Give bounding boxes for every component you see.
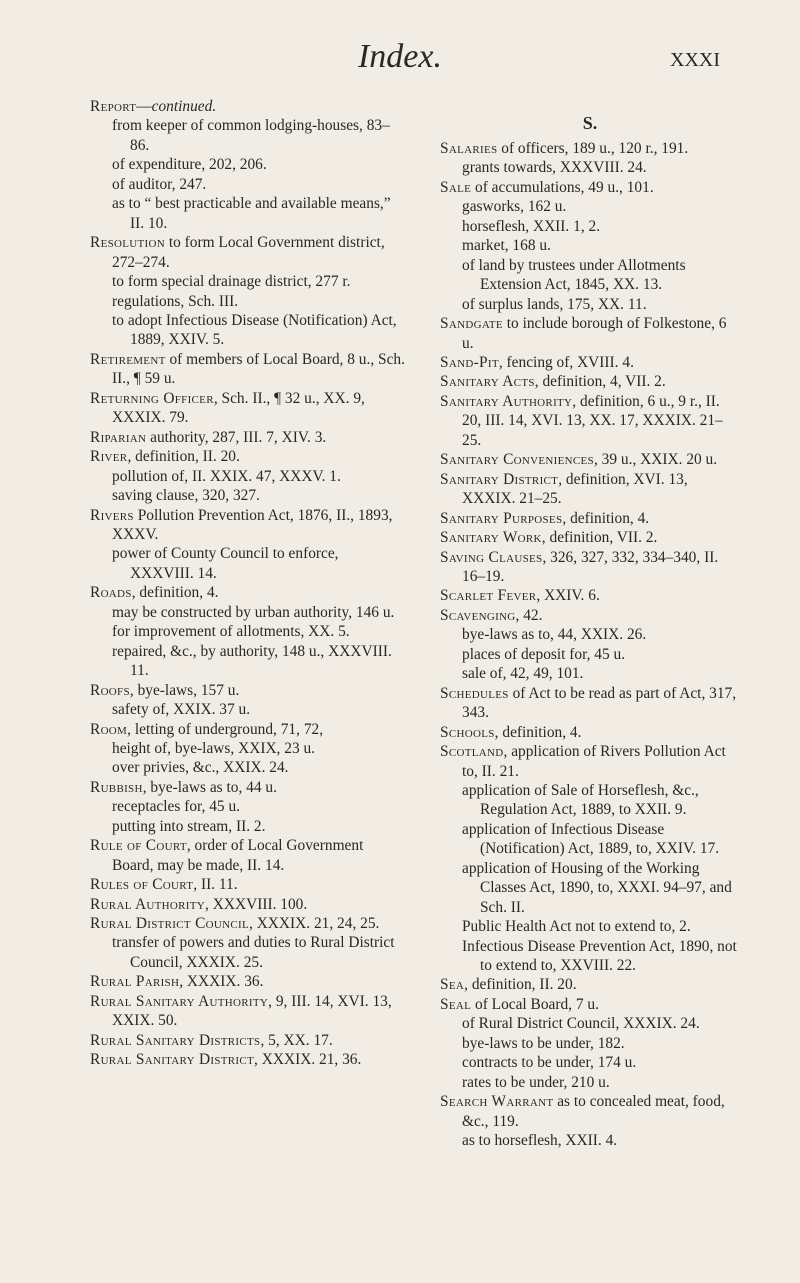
index-subentry: bye-laws as to, 44, XXIX. 26. <box>462 626 647 644</box>
entry-heading: Sanitary Acts <box>440 373 535 391</box>
entry-heading: Room <box>90 720 128 738</box>
index-entry <box>440 470 740 509</box>
index-subentry: gasworks, 162 u. <box>462 198 567 216</box>
index-subentry: of expenditure, 202, 206. <box>112 156 267 174</box>
index-subentry: market, 168 u. <box>462 237 551 255</box>
index-subentry: of Rural District Council, XXXIX. 24. <box>462 1015 700 1033</box>
index-entry <box>90 914 405 933</box>
entry-text: , II. 11. <box>193 876 238 894</box>
entry-text: , XXXIX. 21, 24, 25. <box>249 915 380 933</box>
index-entry <box>90 972 405 991</box>
entry-heading: Rules of Court <box>90 876 194 894</box>
index-entry <box>90 1031 405 1050</box>
index-entry <box>440 1092 740 1131</box>
entry-text: , fencing of, XVIII. 4. <box>498 353 634 371</box>
index-entry <box>440 528 740 547</box>
entry-text: , bye-laws as to, 44 u. <box>142 778 277 796</box>
index-entry <box>440 372 740 391</box>
entry-text: , bye-laws, 157 u. <box>129 681 240 699</box>
entry-text: to include borough of Folkestone, 6 u. <box>462 315 727 352</box>
index-entry <box>90 350 405 389</box>
index-entry <box>440 684 740 723</box>
entry-heading: Rule of Court <box>90 837 187 855</box>
index-entry <box>440 742 740 781</box>
index-subentry: contracts to be under, 174 u. <box>462 1054 637 1072</box>
entry-text: , 9, III. 14, XVI. 13, XXIX. 50. <box>112 992 392 1030</box>
index-subentry: sale of, 42, 49, 101. <box>462 665 584 683</box>
index-subentry: as to “ best practicable and available means,” II. 10. <box>112 195 391 232</box>
entry-heading: Rural Sanitary Authority <box>90 992 269 1010</box>
entry-text: , definition, 4, VII. 2. <box>534 373 666 391</box>
entry-text: , definition, 4. <box>131 584 219 602</box>
entry-heading: Sanitary District <box>440 470 559 488</box>
index-entry <box>90 778 405 797</box>
index-subentry: places of deposit for, 45 u. <box>462 645 626 663</box>
entry-text: , definition, VII. 2. <box>541 529 658 547</box>
entry-heading: Sanitary Purposes <box>440 509 563 527</box>
index-entry <box>440 548 740 587</box>
entry-text: as to concealed meat, food, &c., 119. <box>462 1093 725 1130</box>
index-subentry: repaired, &c., by authority, 148 u., XXXVIII. 11. <box>112 642 392 680</box>
right-entries <box>440 139 740 1151</box>
entry-text: , definition, II. 20. <box>464 976 577 994</box>
index-entry <box>440 139 740 158</box>
entry-text: , order of Local Government Board, may be made, II. 14. <box>112 837 364 874</box>
index-entry <box>90 97 405 116</box>
section-letter: S. <box>582 113 598 133</box>
running-title: Index. <box>357 38 442 75</box>
entry-heading: Rural District Council <box>90 915 249 933</box>
index-entry <box>440 353 740 372</box>
entry-heading: Sale <box>440 178 472 196</box>
index-entry <box>440 586 740 605</box>
entry-heading: Scotland <box>440 743 504 761</box>
entry-text: , XXXIX. 21, 36. <box>254 1051 362 1069</box>
index-subentry: application of Housing of the Working Classes Act, 1890, to, XXXI. 94–97, and Sch. II. <box>462 859 732 916</box>
index-subentry: over privies, &c., XXIX. 24. <box>112 759 289 777</box>
index-subentry: rates to be under, 210 u. <box>462 1073 610 1091</box>
index-entry <box>90 992 405 1031</box>
index-subentry: of land by trustees under Allotments Extension Act, 1845, XX. 13. <box>462 256 686 294</box>
index-subentry: grants towards, XXXVIII. 24. <box>462 159 647 177</box>
entry-text: , 39 u., XXIX. 20 u. <box>593 451 718 469</box>
entry-text: , XXIV. 6. <box>536 587 600 605</box>
index-subentry: to adopt Infectious Disease (Notification) Act, 1889, XXIV. 5. <box>112 311 397 349</box>
entry-text: of Act to be read as part of Act, 317, 343. <box>462 684 737 722</box>
index-entry <box>440 975 740 994</box>
entry-heading: Scarlet Fever <box>440 587 537 605</box>
index-entry <box>90 1050 405 1069</box>
index-subentry: transfer of powers and duties to Rural District Council, XXXIX. 25. <box>112 934 395 971</box>
index-subentry: putting into stream, II. 2. <box>112 817 266 835</box>
entry-heading: Saving Clauses <box>440 548 543 566</box>
index-subentry: Infectious Disease Prevention Act, 1890, not to extend to, XXVIII. 22. <box>462 937 737 975</box>
index-entry <box>440 723 740 742</box>
entry-text: , definition, 4. <box>494 723 582 741</box>
entry-heading: Retirement <box>90 350 166 368</box>
index-entry <box>90 836 405 875</box>
index-entry <box>90 583 405 602</box>
entry-text: authority, 287, III. 7, XIV. 3. <box>146 428 327 446</box>
index-subentry: for improvement of allotments, XX. 5. <box>112 623 350 641</box>
entry-text: of members of Local Board, 8 u., Sch. II., ¶ 59 u. <box>112 350 405 388</box>
index-entry <box>90 681 405 700</box>
index-subentry: of auditor, 247. <box>112 175 207 193</box>
index-subentry: of surplus lands, 175, XX. 11. <box>462 295 647 313</box>
page-header <box>80 38 720 78</box>
entry-text: , XXXIX. 36. <box>179 973 264 991</box>
index-entry <box>90 895 405 914</box>
index-entry <box>90 233 405 272</box>
entry-heading: Sanitary Work <box>440 529 542 547</box>
entry-text: , letting of underground, 71, 72, <box>127 720 324 738</box>
index-subentry: as to horseflesh, XXII. 4. <box>462 1132 618 1150</box>
index-entry <box>90 506 405 545</box>
entry-heading: Resolution <box>90 234 165 252</box>
index-subentry: from keeper of common lodging-houses, 83–86. <box>112 117 390 154</box>
entry-text: Pollution Prevention Act, 1876, II., 1893, XXXV. <box>112 506 393 543</box>
index-subentry: power of County Council to enforce, XXXVIII. 14. <box>112 545 339 582</box>
entry-heading: Roads <box>90 584 132 602</box>
right-column <box>440 97 740 1151</box>
entry-text: , definition, XVI. 13, XXXIX. 21–25. <box>462 470 688 508</box>
index-subentry: may be constructed by urban authority, 146 u. <box>112 603 395 621</box>
index-entry <box>440 392 740 450</box>
index-entry <box>90 447 405 466</box>
entry-heading: Sandgate <box>440 315 503 333</box>
entry-heading: Report <box>90 98 137 115</box>
index-entry <box>440 995 740 1014</box>
entry-text: of officers, 189 u., 120 r., 191. <box>497 140 689 157</box>
entry-text: , XXXVIII. 100. <box>205 895 308 913</box>
index-subentry: bye-laws to be under, 182. <box>462 1034 625 1052</box>
entry-heading: Seal <box>440 995 472 1013</box>
entry-text: , definition, II. 20. <box>127 448 240 466</box>
entry-text: , application of Rivers Pollution Act to, II. 21. <box>462 743 726 780</box>
index-entry <box>440 178 740 197</box>
entry-heading: Rubbish <box>90 778 143 796</box>
index-entry <box>90 875 405 894</box>
entry-heading: Rural Parish <box>90 973 180 991</box>
index-subentry: receptacles for, 45 u. <box>112 798 241 816</box>
entry-heading: Sanitary Conveniences <box>440 451 594 469</box>
index-subentry: pollution of, II. XXIX. 47, XXXV. 1. <box>112 467 341 485</box>
entry-heading: Riparian <box>90 428 147 446</box>
index-entry <box>90 720 405 739</box>
entry-heading: Sand-Pit <box>440 353 499 371</box>
entry-text: , 326, 327, 332, 334–340, II. 16–19. <box>462 548 719 585</box>
page-number: xxxi <box>670 42 720 73</box>
index-subentry: application of Sale of Horseflesh, &c., Regulation Act, 1889, to XXII. 9. <box>462 781 699 819</box>
entry-heading: River <box>90 448 128 466</box>
entry-text: of accumulations, 49 u., 101. <box>471 178 654 196</box>
entry-heading: Salaries <box>440 140 498 157</box>
continued-label: continued. <box>151 98 217 115</box>
entry-heading: Schedules <box>440 684 509 702</box>
index-subentry: regulations, Sch. III. <box>112 292 239 310</box>
index-entry <box>90 428 405 447</box>
index-subentry: height of, bye-laws, XXIX, 23 u. <box>112 739 316 757</box>
entry-text: , Sch. II., ¶ 32 u., XX. 9, XXXIX. 79. <box>112 389 365 427</box>
index-subentry: to form special drainage district, 277 r. <box>112 273 351 291</box>
index-entry <box>440 606 740 625</box>
index-entry <box>440 314 740 353</box>
entry-heading: Rural Sanitary District <box>90 1051 255 1069</box>
entry-text: , 42. <box>515 606 543 624</box>
entry-heading: Scavenging <box>440 606 516 624</box>
index-subentry: safety of, XXIX. 37 u. <box>112 701 251 719</box>
index-subentry: application of Infectious Disease (Notification) Act, 1889, to, XXIV. 17. <box>462 820 720 858</box>
entry-heading: Rural Authority <box>90 895 206 913</box>
entry-text: , definition, 6 u., 9 r., II. 20, III. 14, XVI. 13, XX. 17, XXXIX. 21–25. <box>462 392 723 449</box>
entry-text: , definition, 4. <box>562 509 650 527</box>
index-subentry: horseflesh, XXII. 1, 2. <box>462 217 601 235</box>
entry-heading: Returning Officer <box>90 389 214 407</box>
index-entry <box>440 509 740 528</box>
entry-heading: Search Warrant <box>440 1093 554 1111</box>
entry-heading: Sanitary Authority <box>440 392 573 410</box>
index-entry <box>440 450 740 469</box>
index-subentry: saving clause, 320, 327. <box>112 487 260 505</box>
entry-heading: Schools <box>440 723 495 741</box>
entry-text: , 5, XX. 17. <box>260 1031 333 1049</box>
left-column <box>90 97 405 1070</box>
entry-heading: Roofs <box>90 681 130 699</box>
entry-text: of Local Board, 7 u. <box>471 995 599 1013</box>
entry-heading: Rural Sanitary Districts <box>90 1031 261 1049</box>
entry-text: to form Local Government district, 272–274. <box>112 234 385 271</box>
entry-heading: Sea <box>440 976 465 994</box>
entry-heading: Rivers <box>90 506 134 524</box>
index-entry <box>90 389 405 428</box>
entry-text: — <box>136 98 152 115</box>
index-subentry: Public Health Act not to extend to, 2. <box>462 918 691 936</box>
